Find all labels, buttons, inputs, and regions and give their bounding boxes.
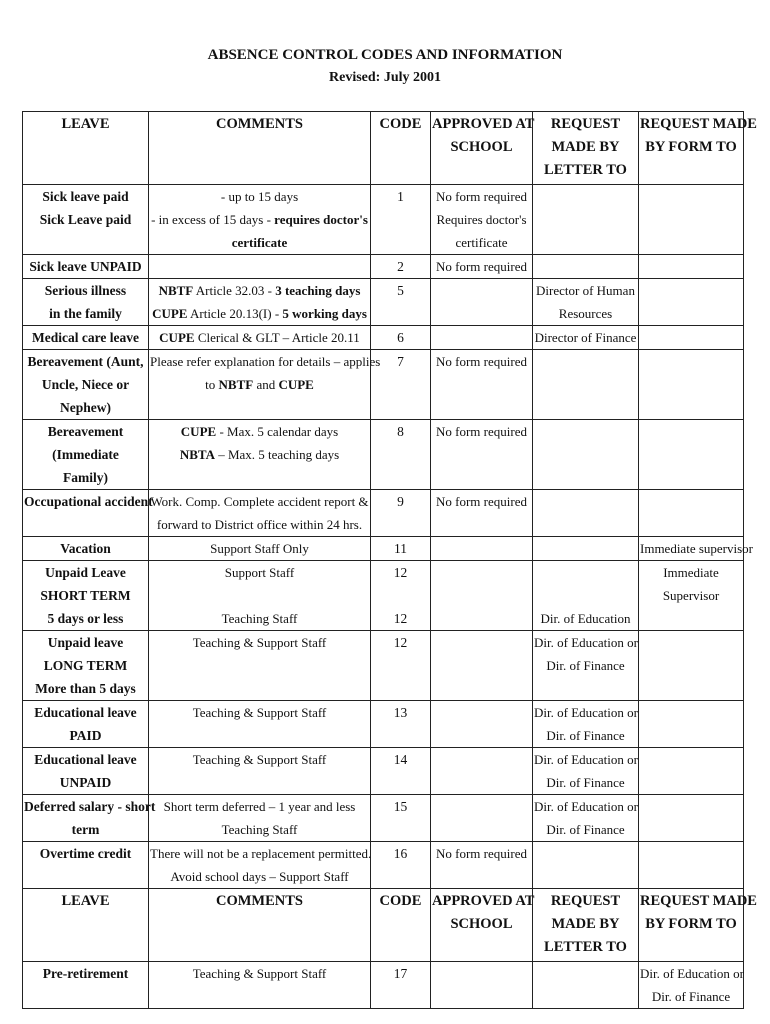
code-cell: 17 [371,962,431,1009]
code-cell: 15 [371,795,431,842]
form-cell [639,490,744,537]
form-cell [639,350,744,420]
revised-date: Revised: July 2001 [329,70,441,85]
form-cell: Immediate supervisor [639,537,744,561]
table-row [23,279,744,326]
approved-cell: No form required Requires doctor's certificate [431,185,533,255]
leave-cell: Serious illness in the family [23,279,149,326]
letter-cell [533,537,639,561]
comments-cell: Short term deferred – 1 year and less Teaching Staff [149,795,371,842]
comments-cell: Support Staff Only [149,537,371,561]
leave-cell: Overtime credit [23,842,149,889]
form-cell [639,842,744,889]
letter-cell [533,350,639,420]
form-cell [639,279,744,326]
header-request-letter: REQUEST MADE BY LETTER TO [533,889,639,962]
approved-cell [431,748,533,795]
leave-cell: Unpaid Leave SHORT TERM 5 days or less [23,561,149,631]
table-row [23,420,744,490]
table-row [23,326,744,350]
approved-cell: No form required [431,255,533,279]
header-leave: LEAVE [23,112,149,185]
form-cell [639,326,744,350]
table-row [23,701,744,748]
letter-cell: Dir. of Education or Dir. of Finance [533,701,639,748]
letter-cell: Dir. of Education or Dir. of Finance [533,748,639,795]
comments-cell: NBTF Article 32.03 - 3 teaching days CUPE Article 20.13(I) - 5 working days [149,279,371,326]
code-cell: 8 [371,420,431,490]
table-row [23,631,744,701]
header-comments: COMMENTS [149,112,371,185]
code-cell: 1 [371,185,431,255]
leave-cell: Vacation [23,537,149,561]
code-cell: 14 [371,748,431,795]
comments-cell: Support Staff Teaching Staff [149,561,371,631]
code-cell: 13 [371,701,431,748]
form-cell [639,420,744,490]
comments-cell: Teaching & Support Staff [149,631,371,701]
letter-cell: Director of Human Resources [533,279,639,326]
approved-cell [431,631,533,701]
header-approved: APPROVED AT SCHOOL [431,112,533,185]
comments-cell: CUPE Clerical & GLT – Article 20.11 [149,326,371,350]
leave-cell: Educational leave PAID [23,701,149,748]
table-row [23,537,744,561]
letter-cell: Director of Finance [533,326,639,350]
letter-cell: Dir. of Education or Dir. of Finance [533,631,639,701]
document-title: ABSENCE CONTROL CODES AND INFORMATION [207,47,563,63]
comments-cell: There will not be a replacement permitted. Avoid school days – Support Staff [149,842,371,889]
approved-cell [431,561,533,631]
table-row [23,842,744,889]
code-cell: 2 [371,255,431,279]
letter-cell [533,842,639,889]
leave-cell: Occupational accident [23,490,149,537]
comments-cell: CUPE - Max. 5 calendar days NBTA – Max. 5 teaching days [149,420,371,490]
approved-cell: No form required [431,490,533,537]
table-row [23,795,744,842]
code-cell: 16 [371,842,431,889]
form-cell: Dir. of Education or Dir. of Finance [639,962,744,1009]
leave-cell: Medical care leave [23,326,149,350]
leave-cell: Bereavement (Aunt, Uncle, Niece or Nephew) [23,350,149,420]
letter-cell [533,962,639,1009]
letter-cell: Dir. of Education [533,561,639,631]
code-cell: 6 [371,326,431,350]
approved-cell [431,279,533,326]
comments-cell: Teaching & Support Staff [149,962,371,1009]
approved-cell [431,537,533,561]
code-cell: 9 [371,490,431,537]
code-cell: 12 12 [371,561,431,631]
table-row [23,185,744,255]
header-code: CODE [371,889,431,962]
leave-cell: Sick leave paid Sick Leave paid [23,185,149,255]
code-cell: 7 [371,350,431,420]
header-approved: APPROVED AT SCHOOL [431,889,533,962]
header-row [23,112,744,185]
letter-cell: Dir. of Education or Dir. of Finance [533,795,639,842]
approved-cell [431,326,533,350]
header-request-form: REQUEST MADE BY FORM TO [639,889,744,962]
leave-cell: Bereavement (Immediate Family) [23,420,149,490]
header-row-repeat [23,889,744,962]
table-row [23,350,744,420]
comments-cell [149,255,371,279]
form-cell [639,631,744,701]
leave-cell: Pre-retirement [23,962,149,1009]
form-cell: Immediate Supervisor [639,561,744,631]
table-row [23,490,744,537]
comments-cell: Teaching & Support Staff [149,701,371,748]
approved-cell: No form required [431,842,533,889]
code-cell: 5 [371,279,431,326]
approved-cell [431,795,533,842]
form-cell [639,185,744,255]
approved-cell: No form required [431,420,533,490]
table-row [23,255,744,279]
letter-cell [533,255,639,279]
form-cell [639,748,744,795]
comments-cell: Work. Comp. Complete accident report & forward to District office within 24 hrs. [149,490,371,537]
form-cell [639,701,744,748]
letter-cell [533,490,639,537]
approved-cell [431,701,533,748]
header-request-form: REQUEST MADE BY FORM TO [639,112,744,185]
code-cell: 12 [371,631,431,701]
approved-cell: No form required [431,350,533,420]
table-row [23,962,744,1009]
header-code: CODE [371,112,431,185]
comments-cell: - up to 15 days - in excess of 15 days - requires doctor's certificate [149,185,371,255]
leave-cell: Unpaid leave LONG TERM More than 5 days [23,631,149,701]
form-cell [639,795,744,842]
table-row [23,561,744,631]
code-cell: 11 [371,537,431,561]
leave-cell: Educational leave UNPAID [23,748,149,795]
comments-cell: Teaching & Support Staff [149,748,371,795]
leave-cell: Deferred salary - short term [23,795,149,842]
table-row [23,748,744,795]
absence-codes-table [22,111,757,1009]
leave-cell: Sick leave UNPAID [23,255,149,279]
letter-cell [533,185,639,255]
header-leave: LEAVE [23,889,149,962]
form-cell [639,255,744,279]
header-comments: COMMENTS [149,889,371,962]
header-request-letter: REQUEST MADE BY LETTER TO [533,112,639,185]
comments-cell: Please refer explanation for details – applies to NBTF and CUPE [149,350,371,420]
letter-cell [533,420,639,490]
approved-cell [431,962,533,1009]
